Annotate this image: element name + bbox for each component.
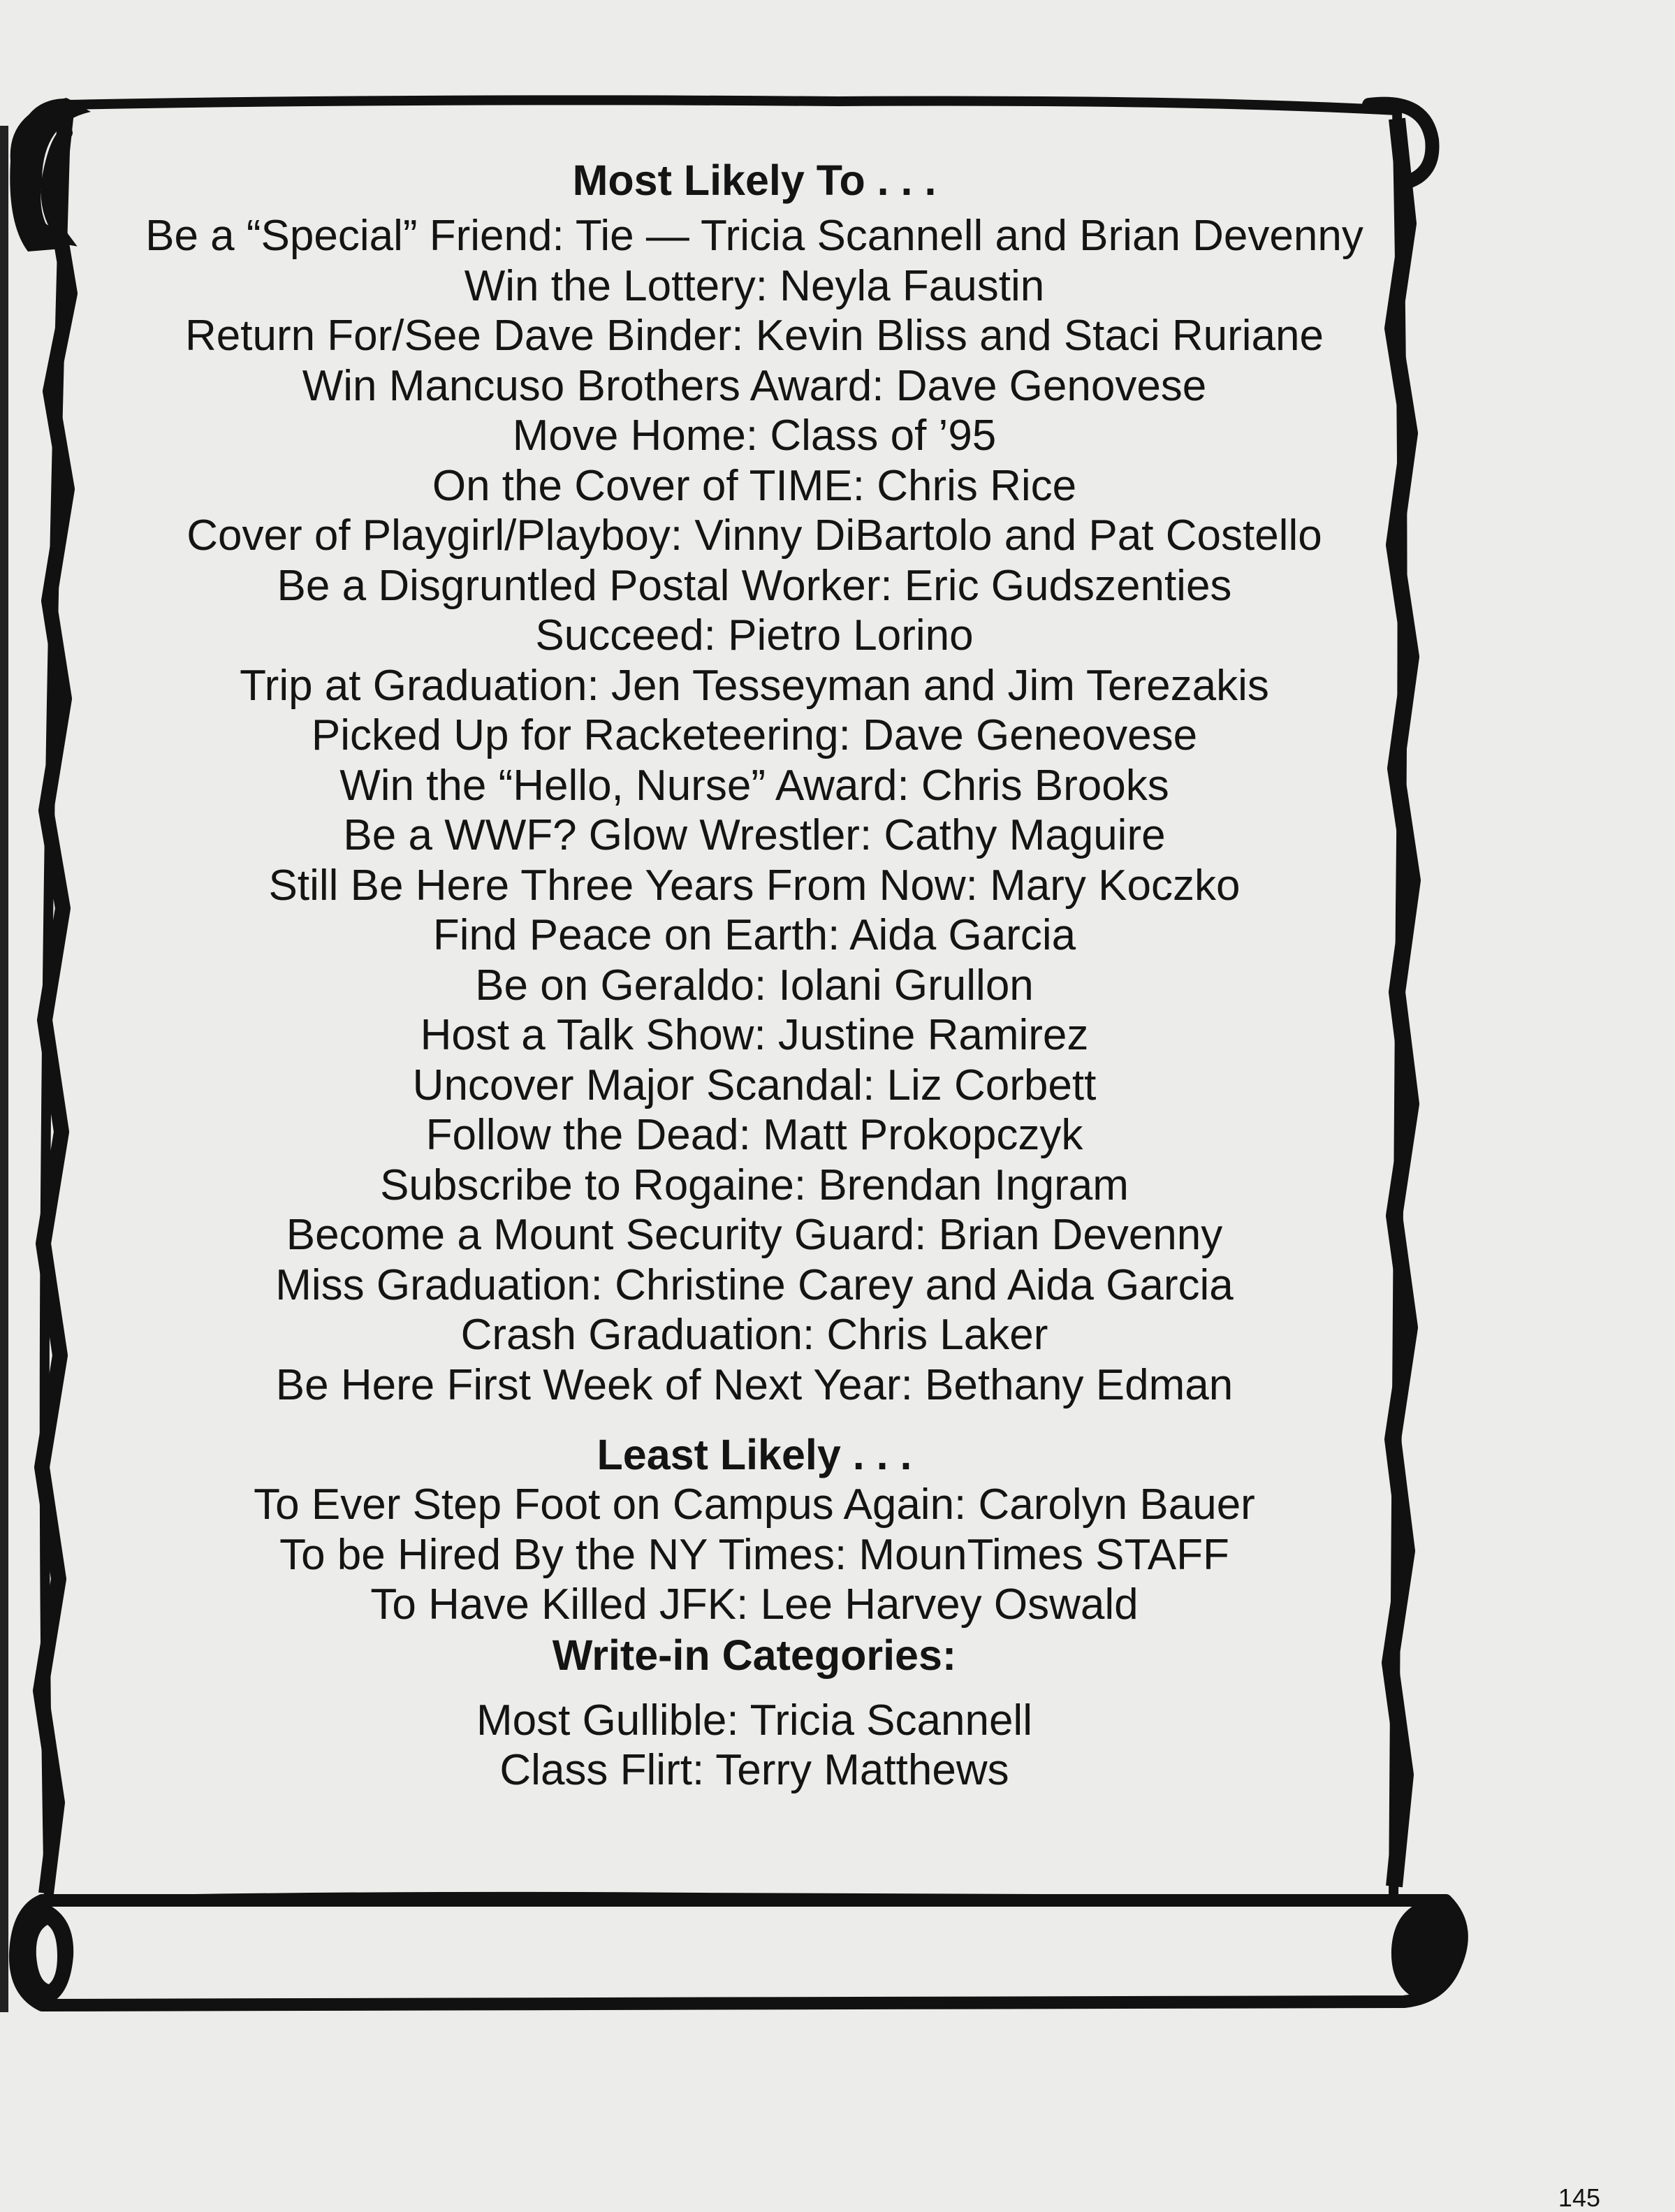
binding-shadow (0, 126, 8, 2012)
write-in-entry: Class Flirt: Terry Matthews (499, 1746, 1009, 1794)
most-likely-entry: Find Peace on Earth: Aida Garcia (432, 911, 1076, 959)
most-likely-entry: Succeed: Pietro Lorino (535, 611, 974, 660)
least-likely-entry: To Have Killed JFK: Lee Harvey Oswald (370, 1580, 1139, 1629)
least-likely-heading: Least Likely . . . (597, 1431, 912, 1478)
page-number: 145 (1558, 2183, 1600, 2212)
write-in-heading: Write-in Categories: (552, 1631, 957, 1679)
most-likely-entry: Follow the Dead: Matt Prokopczyk (425, 1111, 1083, 1159)
least-likely-entry: To be Hired By the NY Times: MounTimes STAFF (279, 1530, 1229, 1579)
most-likely-entry: Move Home: Class of ’95 (512, 412, 997, 460)
most-likely-entry: Subscribe to Rogaine: Brendan Ingram (380, 1160, 1129, 1209)
most-likely-entry: Return For/See Dave Binder: Kevin Bliss and Staci Ruriane (184, 312, 1324, 360)
most-likely-heading: Most Likely To . . . (572, 157, 937, 204)
most-likely-entry: Uncover Major Scandal: Liz Corbett (412, 1061, 1097, 1109)
most-likely-entry: Crash Graduation: Chris Laker (460, 1311, 1048, 1359)
most-likely-entry: Win the Lottery: Neyla Faustin (464, 261, 1045, 310)
most-likely-entry: Win Mancuso Brothers Award: Dave Genovese (302, 361, 1207, 410)
most-likely-entry: Be a “Special” Friend: Tie — Tricia Scannell and Brian Devenny (145, 212, 1363, 260)
most-likely-entry: Trip at Graduation: Jen Tesseyman and Jim Terezakis (240, 661, 1269, 710)
most-likely-entry: Become a Mount Security Guard: Brian Devenny (286, 1211, 1223, 1259)
least-likely-entry: To Ever Step Foot on Campus Again: Carolyn Bauer (254, 1480, 1255, 1529)
scroll-bottom-roll (15, 1900, 1462, 2005)
write-in-entry: Most Gullible: Tricia Scannell (476, 1696, 1032, 1745)
most-likely-entry: Still Be Here Three Years From Now: Mary Koczko (268, 861, 1241, 910)
most-likely-entry: Win the “Hello, Nurse” Award: Chris Brooks (339, 761, 1169, 810)
most-likely-entry: Be on Geraldo: Iolani Grullon (475, 961, 1034, 1010)
awards-list (91, 155, 1418, 1796)
most-likely-entry: Cover of Playgirl/Playboy: Vinny DiBartolo and Pat Costello (186, 511, 1322, 560)
most-likely-entry: Miss Graduation: Christine Carey and Aida Garcia (275, 1260, 1234, 1309)
most-likely-entry: Be Here First Week of Next Year: Bethany Edman (275, 1360, 1234, 1409)
most-likely-entry: Be a WWF? Glow Wrestler: Cathy Maguire (343, 811, 1166, 859)
most-likely-entry: Host a Talk Show: Justine Ramirez (420, 1011, 1089, 1059)
scroll-left-edge (41, 112, 70, 1893)
most-likely-entry: On the Cover of TIME: Chris Rice (432, 461, 1077, 510)
most-likely-entry: Be a Disgruntled Postal Worker: Eric Gudszenties (277, 561, 1232, 610)
most-likely-entry: Picked Up for Racketeering: Dave Geneovese (311, 711, 1198, 759)
